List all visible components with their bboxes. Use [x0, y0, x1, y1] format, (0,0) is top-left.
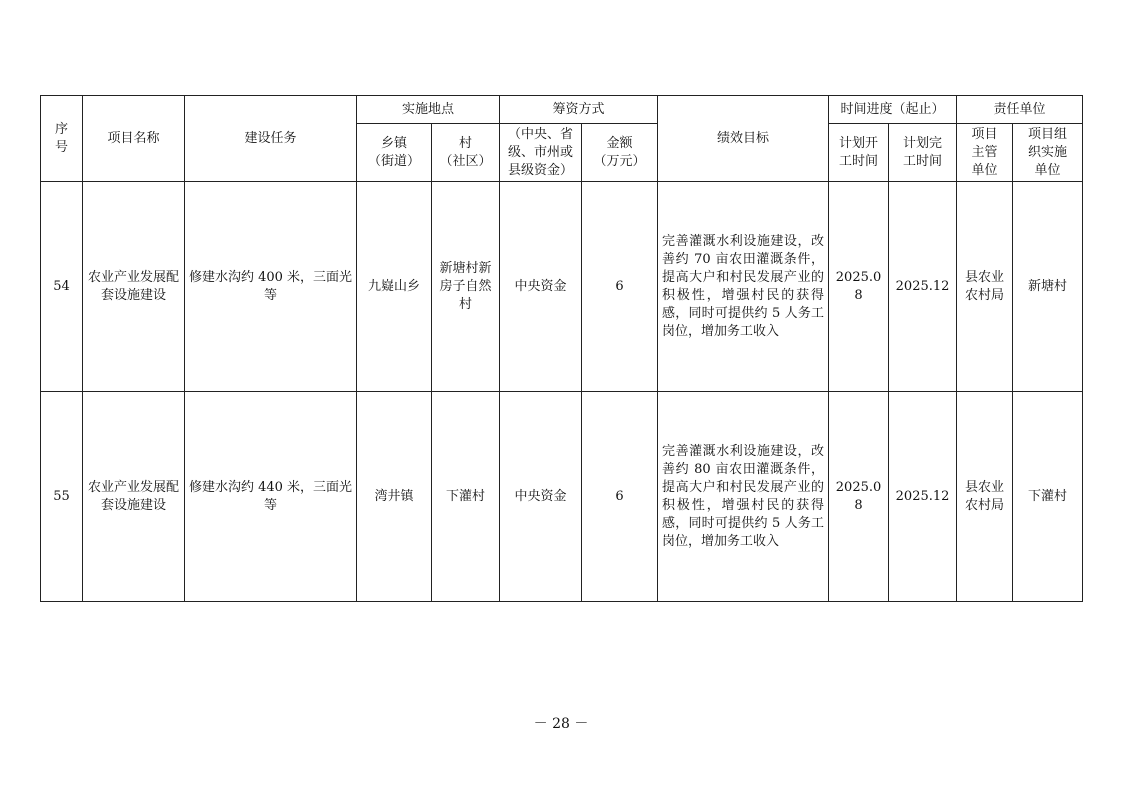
- cell-fund-source: 中央资金: [500, 182, 582, 392]
- cell-project-name: 农业产业发展配套设施建设: [83, 182, 185, 392]
- project-table: [40, 95, 1083, 602]
- cell-seq: 55: [41, 392, 83, 602]
- header-start: 计划开 工时间: [829, 124, 889, 182]
- header-row-top: [41, 96, 1083, 124]
- header-org: 项目组 织实施 单位: [1013, 124, 1083, 182]
- cell-project-name: 农业产业发展配套设施建设: [83, 392, 185, 602]
- cell-start: 2025.08: [829, 182, 889, 392]
- header-task: 建设任务: [185, 96, 357, 182]
- cell-village: 新塘村新房子自然村: [432, 182, 500, 392]
- cell-village: 下灌村: [432, 392, 500, 602]
- cell-goal: 完善灌溉水利设施建设，改善约 80 亩农田灌溉条件，提高大户和村民发展产业的积极性，增强村民的获得感，同时可提供约 5 人务工岗位，增加务工收入: [658, 392, 829, 602]
- header-fund-source: （中央、省 级、市州或 县级资金）: [500, 124, 582, 182]
- cell-dept: 县农业农村局: [957, 182, 1013, 392]
- header-seq: 序 号: [41, 96, 83, 182]
- cell-goal: 完善灌溉水利设施建设，改善约 70 亩农田灌溉条件，提高大户和村民发展产业的积极性，增强村民的获得感，同时可提供约 5 人务工岗位，增加务工收入: [658, 182, 829, 392]
- cell-org: 下灌村: [1013, 392, 1083, 602]
- header-funding: 筹资方式: [500, 96, 658, 124]
- header-village: 村 （社区）: [432, 124, 500, 182]
- cell-amount: 6: [582, 392, 658, 602]
- header-schedule: 时间进度（起止）: [829, 96, 957, 124]
- cell-fund-source: 中央资金: [500, 392, 582, 602]
- header-town: 乡镇 （街道）: [357, 124, 432, 182]
- header-end: 计划完 工时间: [889, 124, 957, 182]
- cell-town: 湾井镇: [357, 392, 432, 602]
- cell-task: 修建水沟约 400 米，三面光等: [185, 182, 357, 392]
- cell-org: 新塘村: [1013, 182, 1083, 392]
- cell-amount: 6: [582, 182, 658, 392]
- cell-town: 九嶷山乡: [357, 182, 432, 392]
- header-location: 实施地点: [357, 96, 500, 124]
- cell-dept: 县农业农村局: [957, 392, 1013, 602]
- cell-start: 2025.08: [829, 392, 889, 602]
- cell-end: 2025.12: [889, 392, 957, 602]
- page-number: － 28 －: [533, 716, 589, 732]
- cell-end: 2025.12: [889, 182, 957, 392]
- header-goal: 绩效目标: [658, 96, 829, 182]
- table-row: [41, 392, 1083, 602]
- header-project-name: 项目名称: [83, 96, 185, 182]
- header-amount: 金额 （万元）: [582, 124, 658, 182]
- table-row: [41, 182, 1083, 392]
- cell-seq: 54: [41, 182, 83, 392]
- header-dept: 项目 主管 单位: [957, 124, 1013, 182]
- cell-task: 修建水沟约 440 米，三面光等: [185, 392, 357, 602]
- header-responsible: 责任单位: [957, 96, 1083, 124]
